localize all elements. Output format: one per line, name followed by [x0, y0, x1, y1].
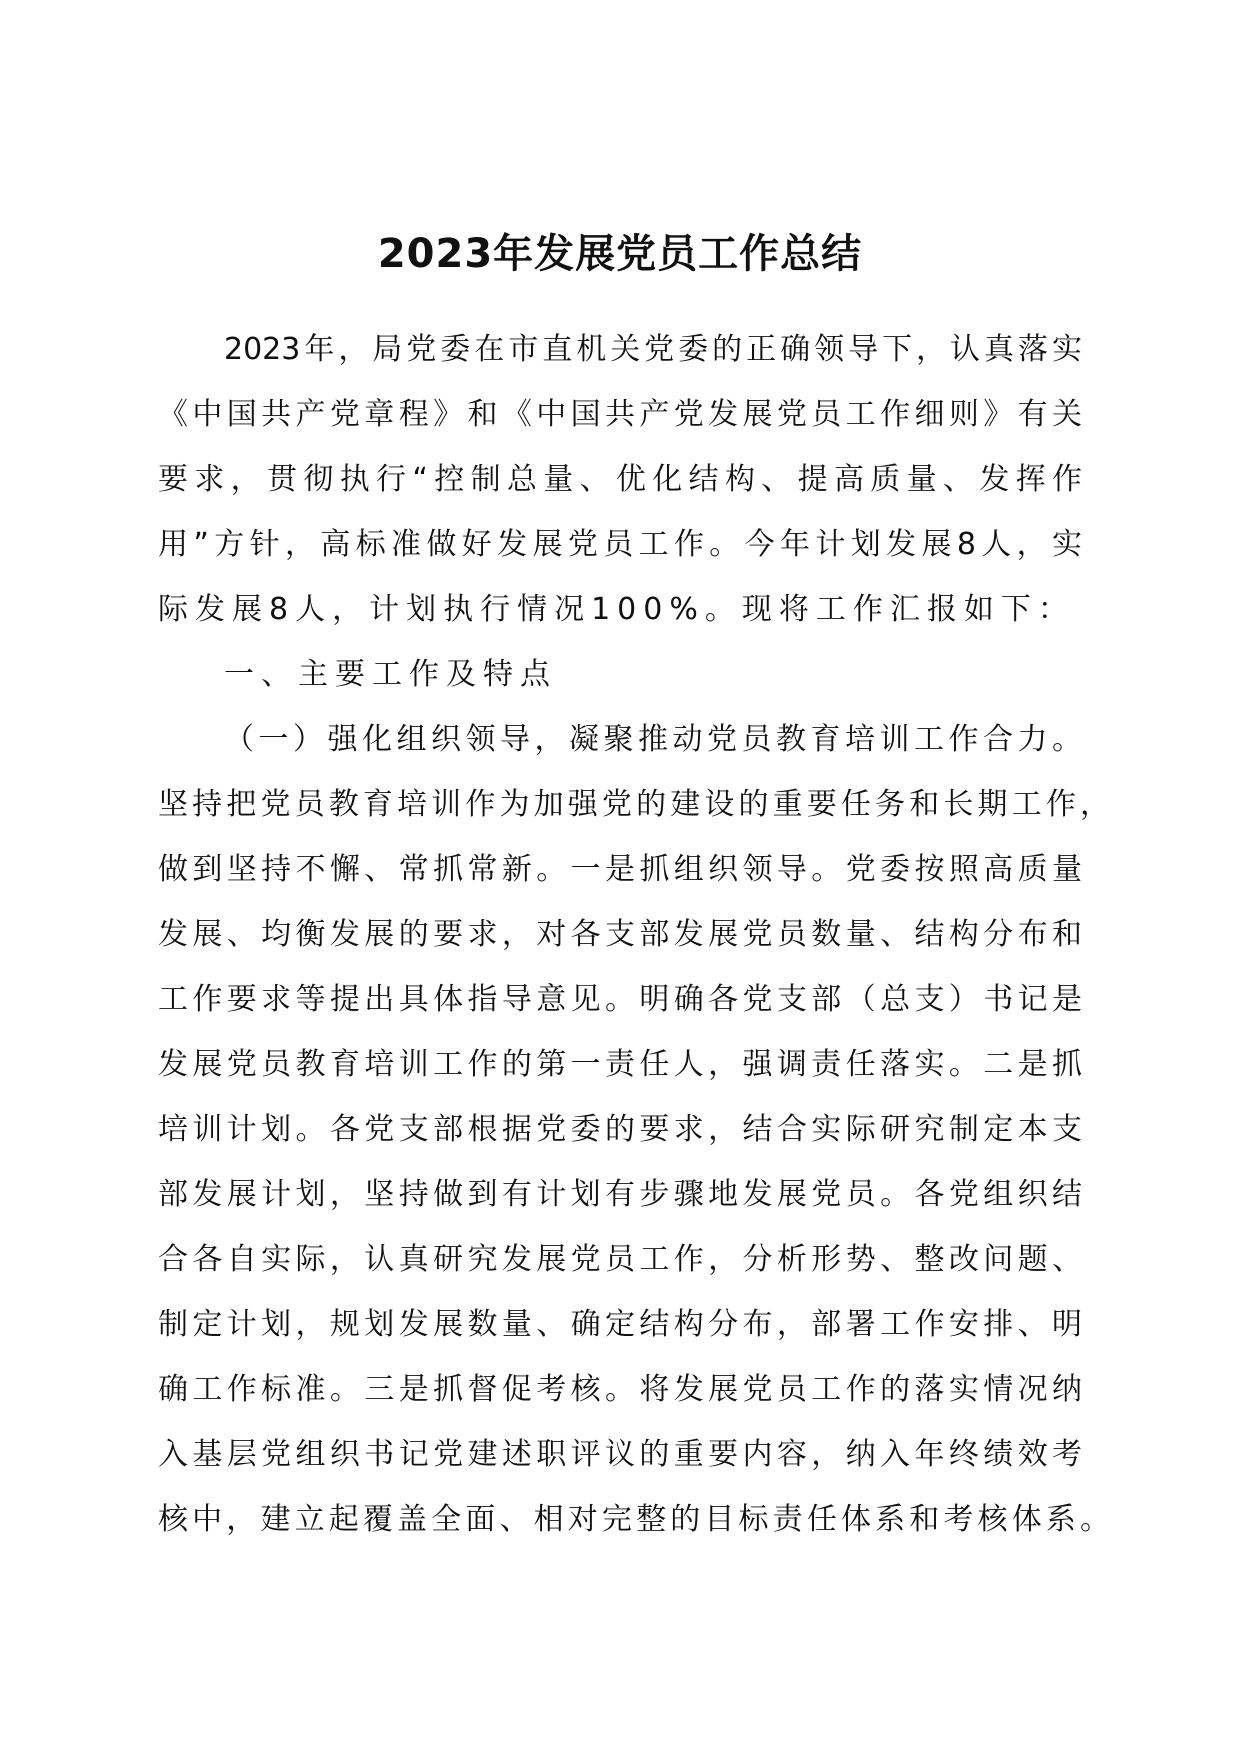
paragraph-line: 确工作标准。三是抓督促考核。将发展党员工作的落实情况纳	[158, 1372, 1082, 1407]
paragraph-line: 制定计划，规划发展数量、确定结构分布，部署工作安排、明	[158, 1307, 1082, 1342]
paragraph-line: 要求，贯彻执行“控制总量、优化结构、提高质量、发挥作	[158, 462, 1082, 497]
paragraph-line: 部发展计划，坚持做到有计划有步骤地发展党员。各党组织结	[158, 1177, 1082, 1212]
paragraph-line: 合各自实际，认真研究发展党员工作，分析形势、整改问题、	[158, 1242, 1082, 1277]
paragraph-line: 工作要求等提出具体指导意见。明确各党支部（总支）书记是	[158, 982, 1082, 1017]
paragraph-line: 做到坚持不懈、常抓常新。一是抓组织领导。党委按照高质量	[158, 852, 1082, 887]
paragraph-line: 发展、均衡发展的要求，对各支部发展党员数量、结构分布和	[158, 917, 1082, 952]
paragraph-line: 发展党员教育培训工作的第一责任人，强调责任落实。二是抓	[158, 1047, 1082, 1082]
paragraph-line: 核中，建立起覆盖全面、相对完整的目标责任体系和考核体系。	[158, 1502, 1110, 1537]
document-title: 2023年发展党员工作总结	[377, 231, 863, 277]
paragraph-line: 际发展8人，计划执行情况100%。现将工作汇报如下：	[158, 592, 1075, 627]
paragraph-line: 坚持把党员教育培训作为加强党的建设的重要任务和长期工作，	[158, 787, 1110, 822]
subsection-heading: （一）强化组织领导，凝聚推动党员教育培训工作合力。	[224, 722, 1082, 757]
section-heading: 一、主要工作及特点	[224, 657, 557, 692]
paragraph-line: 入基层党组织书记党建述职评议的重要内容，纳入年终绩效考	[158, 1437, 1082, 1472]
paragraph-line: 《中国共产党章程》和《中国共产党发展党员工作细则》有关	[158, 397, 1082, 432]
paragraph-line: 用”方针，高标准做好发展党员工作。今年计划发展8人，实	[158, 527, 1082, 562]
paragraph-line: 培训计划。各党支部根据党委的要求，结合实际研究制定本支	[158, 1112, 1082, 1147]
document-body	[158, 328, 1110, 1563]
paragraph-line: 2023年，局党委在市直机关党委的正确领导下，认真落实	[224, 332, 1082, 367]
